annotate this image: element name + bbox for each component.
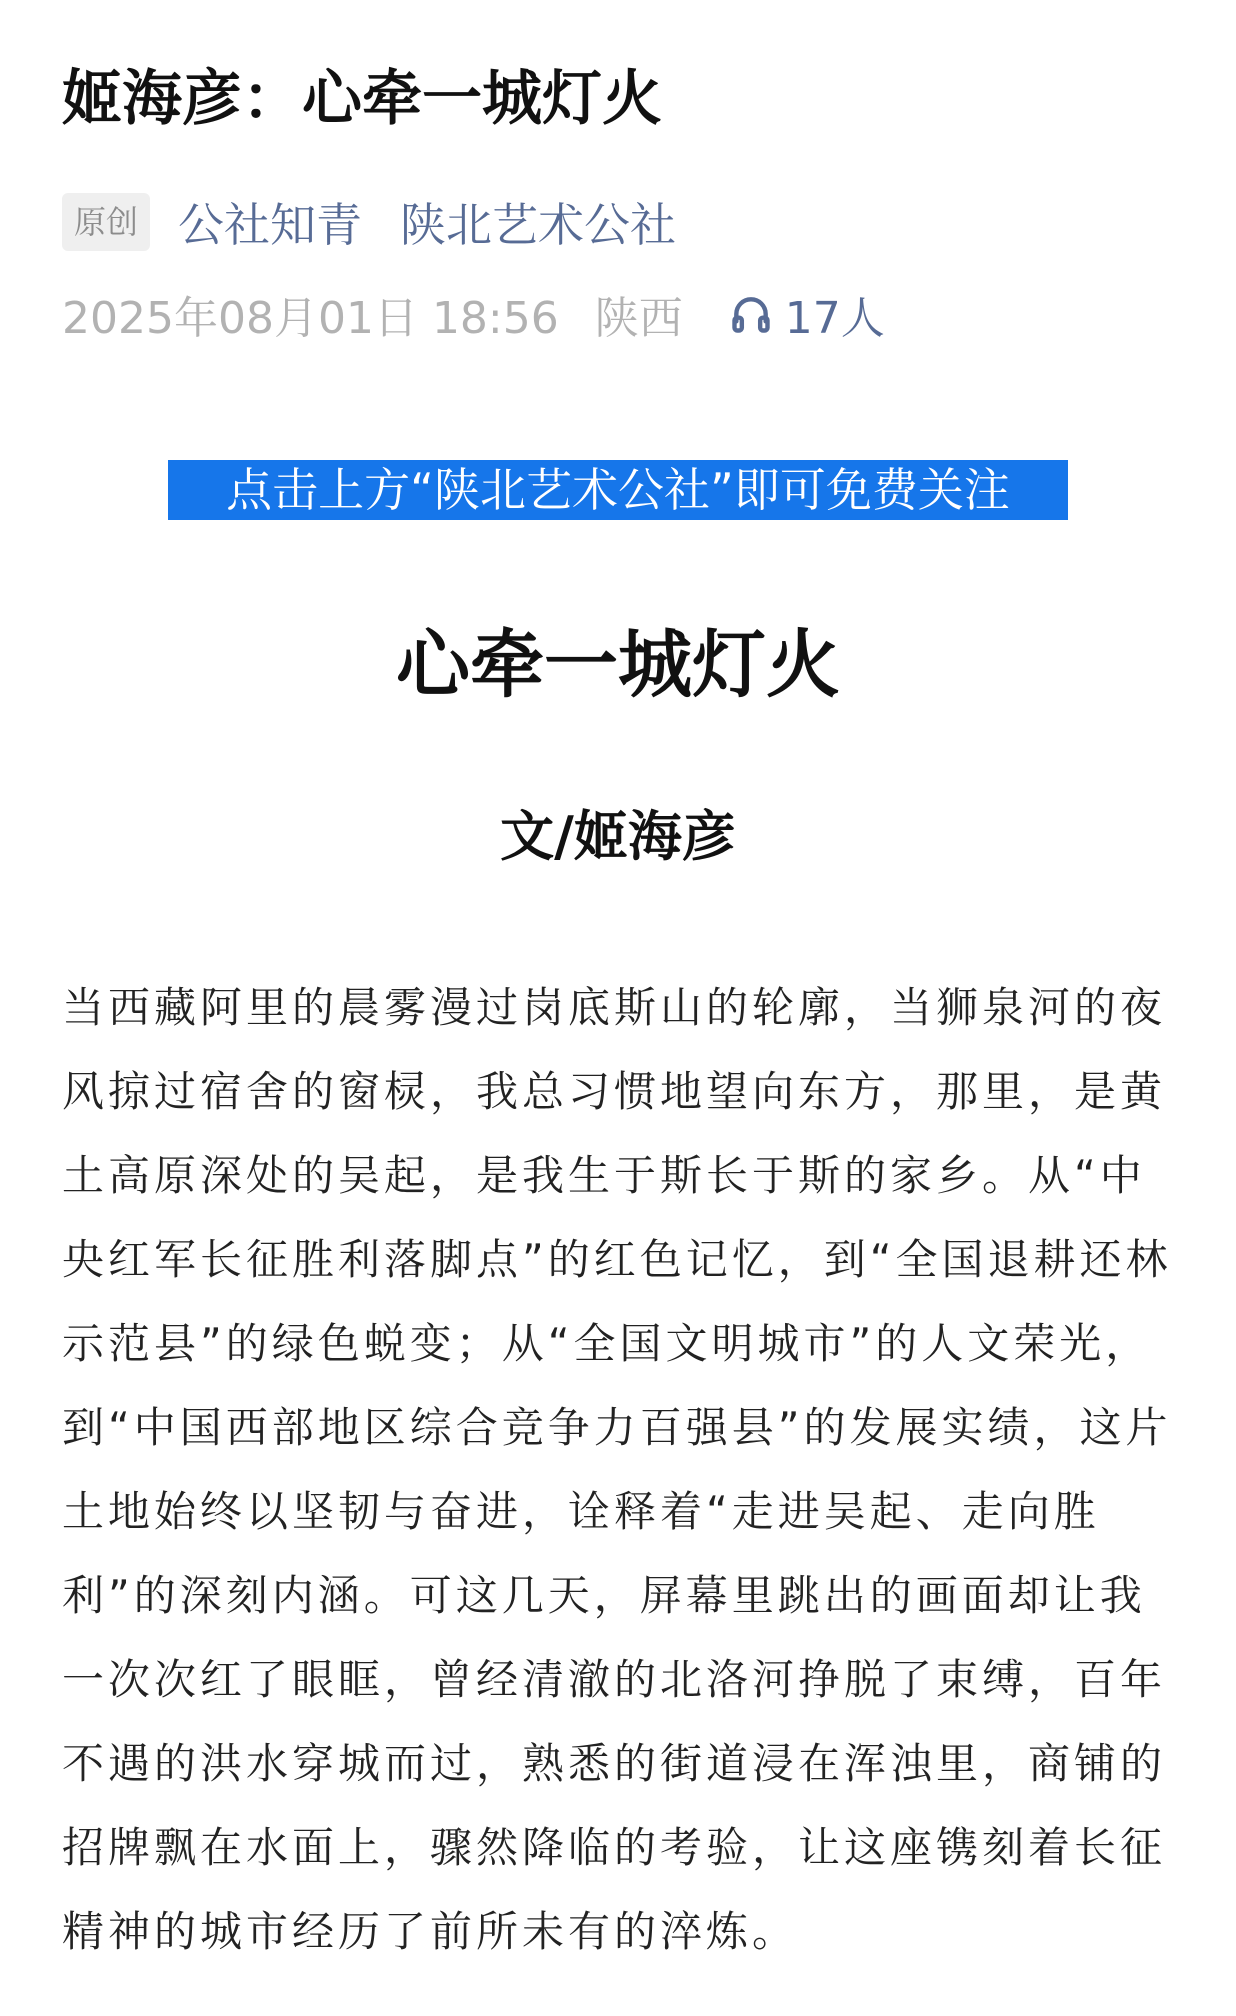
article-meta-row [62, 192, 714, 252]
article-body [62, 966, 1174, 1974]
author-link[interactable]: 公社知青 [178, 198, 363, 252]
author-byline: 文/姬海彦 [500, 805, 736, 868]
listen-count: 17人 [784, 293, 885, 344]
publish-datetime: 2025年08月01日 18:56 [62, 293, 559, 344]
content-subtitle: 心牵一城灯火 [396, 622, 840, 708]
listen-button[interactable] [729, 282, 885, 346]
headphones-icon [729, 292, 773, 336]
account-name-link[interactable]: 陕北艺术公社 [400, 198, 677, 252]
body-paragraph: 当西藏阿里的晨雾漫过岗底斯山的轮廓，当狮泉河的夜风掠过宿舍的窗棂，我总习惯地望向东方，那里，是黄土高原深处的吴起，是我生于斯长于斯的家乡。从“中央红军长征胜利落脚点”的红色记忆，到“全国退耕还林示范县”的绿色蜕变；从“全国文明城市”的人文荣光，到“中国西部地区综合竞争力百强县”的发展实绩，这片土地始终以坚韧与奋进，诠释着“走进吴起、走向胜利”的深刻内涵。可这几天，屏幕里跳出的画面却让我一次次红了眼眶，曾经清澈的北洛河挣脱了束缚，百年不遇的洪水穿城而过，熟悉的街道浸在浑浊里，商铺的招牌飘在水面上，骤然降临的考验，让这座镌刻着长征精神的城市经历了前所未有的淬炼。 [62, 983, 1172, 1956]
publish-location: 陕西 [594, 293, 683, 344]
follow-banner: 点击上方“陕北艺术公社”即可免费关注 [168, 460, 1068, 520]
article-title: 姬海彦：心牵一城灯火 [62, 64, 662, 134]
article-info-row [62, 282, 885, 346]
original-badge: 原创 [62, 193, 150, 251]
